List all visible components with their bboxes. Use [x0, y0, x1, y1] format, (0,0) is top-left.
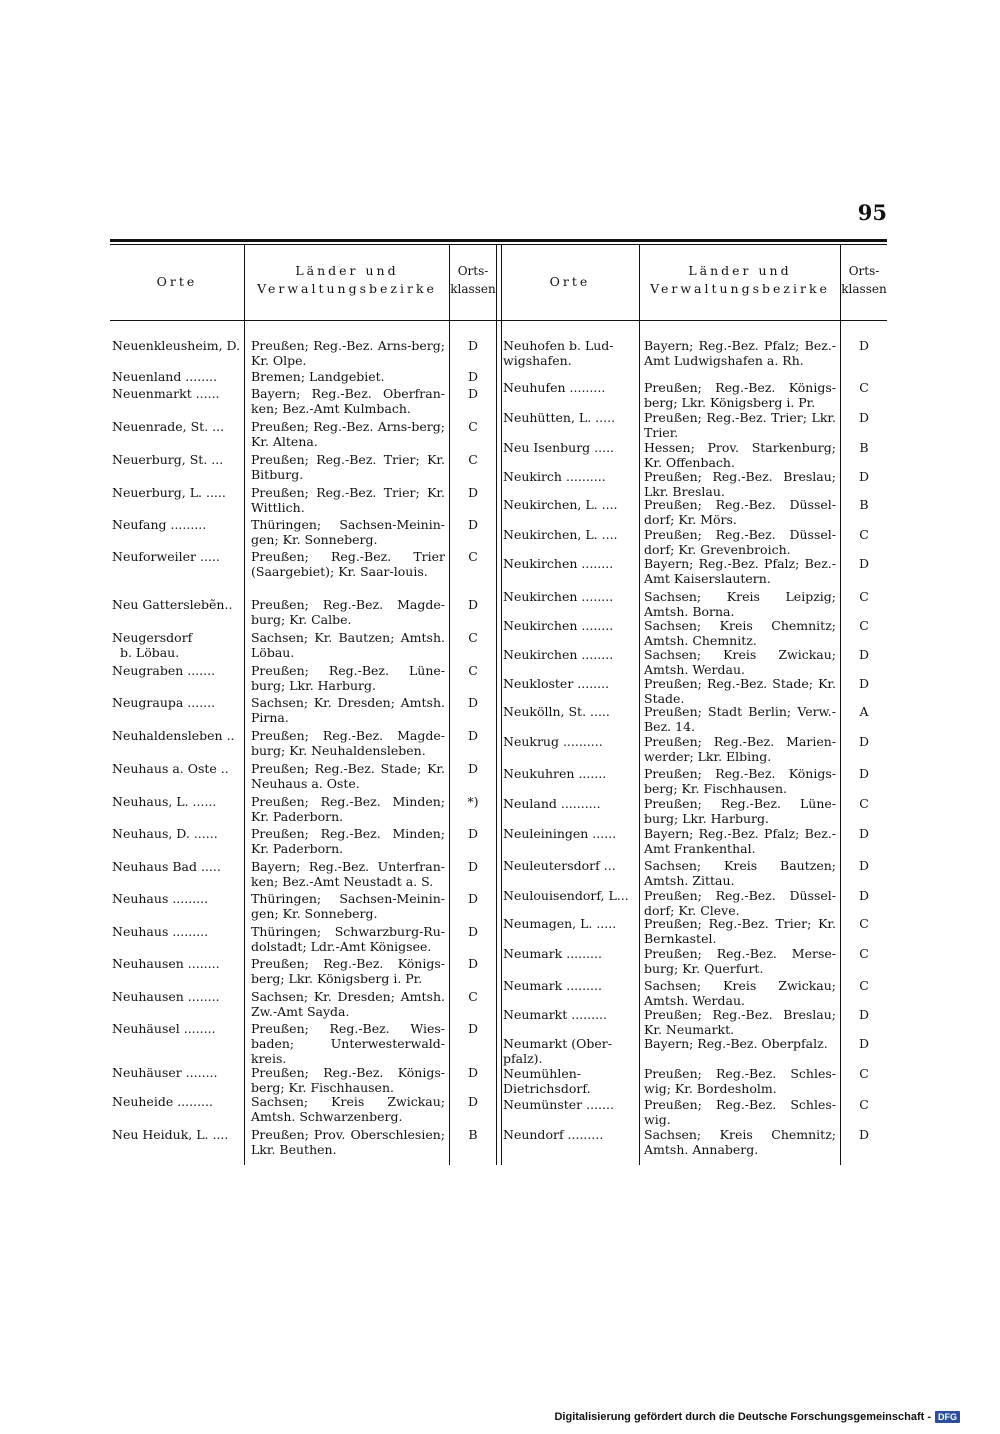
- place-name: Neukirchen, L. ....: [503, 527, 618, 542]
- header-klassen-line2: klassen: [450, 282, 496, 296]
- place-name: Neukirchen, L. ....: [503, 497, 618, 512]
- place-name: Neundorf .........: [503, 1127, 604, 1142]
- place-name: Neuhaus, D. ......: [112, 826, 218, 841]
- administrative-district: Bayern; Reg.-Bez. Pfalz; Bez.-Amt Ludwigshafen a. Rh.: [644, 338, 836, 368]
- administrative-district: Preußen; Reg.-Bez. Arns-berg; Kr. Altena.: [251, 419, 445, 449]
- administrative-district: Preußen; Reg.-Bez. Magde-burg; Kr. Neuhaldensleben.: [251, 728, 445, 758]
- place-name: Neumühlen- Dietrichsdorf.: [503, 1066, 591, 1096]
- place-class: D: [467, 485, 479, 500]
- administrative-district: Bayern; Reg.-Bez. Pfalz; Bez.-Amt Kaiserslautern.: [644, 556, 836, 586]
- header-klassen-line1: Orts-: [848, 264, 880, 278]
- administrative-district: Preußen; Prov. Oberschlesien; Lkr. Beuthen.: [251, 1127, 445, 1157]
- place-name: Neuhaus a. Oste ..: [112, 761, 229, 776]
- place-class: D: [858, 556, 870, 571]
- administrative-district: Preußen; Reg.-Bez. Stade; Kr. Neuhaus a. Oste.: [251, 761, 445, 791]
- place-name: Neuhausen ........: [112, 989, 220, 1004]
- administrative-district: Sachsen; Kreis Leipzig; Amtsh. Borna.: [644, 589, 836, 619]
- administrative-district: Sachsen; Kreis Zwickau; Amtsh. Werdau.: [644, 978, 836, 1008]
- administrative-district: Thüringen; Sachsen-Meinin-gen; Kr. Sonneberg.: [251, 517, 445, 547]
- administrative-district: Preußen; Reg.-Bez. Düssel-dorf; Kr. Cleve.: [644, 888, 836, 918]
- place-name: Neuhäuser ........: [112, 1065, 218, 1080]
- administrative-district: Thüringen; Sachsen-Meinin-gen; Kr. Sonneberg.: [251, 891, 445, 921]
- place-class: C: [859, 946, 869, 961]
- administrative-district: Preußen; Reg.-Bez. Marien-werder; Lkr. Elbing.: [644, 734, 836, 764]
- administrative-district: Sachsen; Kr. Bautzen; Amtsh. Löbau.: [251, 630, 445, 660]
- column-divider: [244, 245, 245, 1165]
- place-name: Neuhaldensleben ..: [112, 728, 235, 743]
- footer: [554, 1411, 960, 1423]
- place-class: D: [467, 728, 479, 743]
- place-class: D: [467, 517, 479, 532]
- administrative-district: Preußen; Reg.-Bez. Königs-berg; Lkr. Königsberg i. Pr.: [251, 956, 445, 986]
- place-class: D: [858, 338, 870, 353]
- administrative-district: Preußen; Reg.-Bez. Königs-berg; Kr. Fischhausen.: [644, 766, 836, 796]
- administrative-district: Preußen; Reg.-Bez. Lüne-burg; Lkr. Harburg.: [644, 796, 836, 826]
- place-name: Neuerburg, L. .....: [112, 485, 226, 500]
- administrative-district: Preußen; Reg.-Bez. Königs-berg; Kr. Fischhausen.: [251, 1065, 445, 1095]
- place-class: C: [468, 989, 478, 1004]
- place-name: Neukölln, St. .....: [503, 704, 610, 719]
- place-name: Neuhofen b. Lud-wigshafen.: [503, 338, 614, 368]
- place-class: C: [859, 978, 869, 993]
- administrative-district: Preußen; Stadt Berlin; Verw.-Bez. 14.: [644, 704, 836, 734]
- place-name: Neuhaus .........: [112, 924, 209, 939]
- header-laender-line2: Verwaltungsbezirke: [650, 281, 830, 296]
- place-name: Neukirch ..........: [503, 469, 606, 484]
- header-orte-left: Orte: [156, 274, 198, 289]
- place-name: Neukuhren .......: [503, 766, 607, 781]
- place-class: D: [858, 1036, 870, 1051]
- place-name: Neuenmarkt ......: [112, 386, 220, 401]
- administrative-district: Preußen; Reg.-Bez. Arns-berg; Kr. Olpe.: [251, 338, 445, 368]
- place-name: Neulouisendorf, L...: [503, 888, 629, 903]
- place-name: Neuland ..........: [503, 796, 601, 811]
- place-class: D: [858, 410, 870, 425]
- administrative-district: Bayern; Reg.-Bez. Pfalz; Bez.-Amt Frankenthal.: [644, 826, 836, 856]
- place-class: D: [467, 891, 479, 906]
- place-class: C: [859, 380, 869, 395]
- administrative-district: Bayern; Reg.-Bez. Oberpfalz.: [644, 1036, 828, 1051]
- place-name: Neumagen, L. .....: [503, 916, 617, 931]
- place-class: D: [467, 826, 479, 841]
- place-name: Neuhäusel ........: [112, 1021, 216, 1036]
- place-class: D: [858, 888, 870, 903]
- place-name: Neukirchen ........: [503, 556, 614, 571]
- place-name: Neuhaus Bad .....: [112, 859, 221, 874]
- place-class: D: [467, 956, 479, 971]
- place-name: Neuhaus .........: [112, 891, 209, 906]
- place-name: Neufang .........: [112, 517, 207, 532]
- administrative-district: Sachsen; Kreis Chemnitz; Amtsh. Annaberg.: [644, 1127, 836, 1157]
- place-class: C: [859, 1097, 869, 1112]
- administrative-district: Bremen; Landgebiet.: [251, 369, 385, 384]
- administrative-district: Hessen; Prov. Starkenburg; Kr. Offenbach.: [644, 440, 836, 470]
- place-name: Neu Isenburg .....: [503, 440, 615, 455]
- administrative-district: Sachsen; Kreis Chemnitz; Amtsh. Chemnitz.: [644, 618, 836, 648]
- place-name: Neuenland ........: [112, 369, 218, 384]
- place-class: C: [468, 630, 478, 645]
- place-class: C: [859, 916, 869, 931]
- place-class: D: [467, 338, 479, 353]
- administrative-district: Sachsen; Kreis Bautzen; Amtsh. Zittau.: [644, 858, 836, 888]
- administrative-district: Preußen; Reg.-Bez. Minden; Kr. Paderborn.: [251, 826, 445, 856]
- place-class: D: [467, 924, 479, 939]
- administrative-district: Sachsen; Kreis Zwickau; Amtsh. Werdau.: [644, 647, 836, 677]
- administrative-district: Preußen; Reg.-Bez. Trier; Lkr. Trier.: [644, 410, 836, 440]
- place-name: Neuhausen ........: [112, 956, 220, 971]
- place-class: A: [859, 704, 869, 719]
- place-class: D: [467, 695, 479, 710]
- place-name: Neugersdorf b. Löbau.: [112, 630, 193, 660]
- administrative-district: Sachsen; Kr. Dresden; Amtsh. Zw.-Amt Sayda.: [251, 989, 445, 1019]
- place-name: Neukirchen ........: [503, 618, 614, 633]
- place-name: Neuforweiler .....: [112, 549, 220, 564]
- place-name: Neuerburg, St. ...: [112, 452, 224, 467]
- place-name: Neumark .........: [503, 978, 602, 993]
- place-class: D: [858, 676, 870, 691]
- place-class: C: [859, 589, 869, 604]
- place-name: Neumark .........: [503, 946, 602, 961]
- header-laender-line2: Verwaltungsbezirke: [257, 281, 437, 296]
- place-class: *): [467, 794, 479, 809]
- header-laender-line1: Länder und: [295, 263, 399, 278]
- place-name: Neu Heiduk, L. ....: [112, 1127, 229, 1142]
- place-class: C: [468, 549, 478, 564]
- place-class: C: [468, 452, 478, 467]
- administrative-district: Bayern; Reg.-Bez. Unterfran-ken; Bez.-Amt Neustadt a. S.: [251, 859, 445, 889]
- header-laender-line1: Länder und: [688, 263, 792, 278]
- place-class: C: [859, 1066, 869, 1081]
- administrative-district: Sachsen; Kreis Zwickau; Amtsh. Schwarzenberg.: [251, 1094, 445, 1124]
- header-laender-left: [245, 262, 449, 298]
- place-class: D: [858, 766, 870, 781]
- place-name: Neukloster ........: [503, 676, 610, 691]
- place-class: D: [467, 1094, 479, 1109]
- top-rule: [110, 239, 887, 242]
- administrative-district: Preußen; Reg.-Bez. Breslau; Lkr. Breslau.: [644, 469, 836, 499]
- place-name: Neugraben .......: [112, 663, 216, 678]
- administrative-district: Preußen; Reg.-Bez. Lüne-burg; Lkr. Harburg.: [251, 663, 445, 693]
- page-number: 95: [857, 200, 887, 225]
- header-laender-right: [640, 262, 840, 298]
- administrative-district: Preußen; Reg.-Bez. Trier; Kr. Wittlich.: [251, 485, 445, 515]
- administrative-district: Preußen; Reg.-Bez. Königs-berg; Lkr. Königsberg i. Pr.: [644, 380, 836, 410]
- administrative-district: Preußen; Reg.-Bez. Breslau; Kr. Neumarkt.: [644, 1007, 836, 1037]
- place-name: Neukirchen ........: [503, 647, 614, 662]
- administrative-district: Preußen; Reg.-Bez. Trier (Saargebiet); Kr. Saar-louis.: [251, 549, 445, 579]
- header-klassen-line1: Orts-: [457, 264, 489, 278]
- place-name: Neuenkleusheim, D.: [112, 338, 241, 353]
- header-klassen-right: [841, 262, 887, 298]
- place-class: D: [858, 469, 870, 484]
- place-name: Neuheide .........: [112, 1094, 213, 1109]
- administrative-district: Sachsen; Kr. Dresden; Amtsh. Pirna.: [251, 695, 445, 725]
- place-name: Neuleiningen ......: [503, 826, 617, 841]
- place-name: Neuhaus, L. ......: [112, 794, 217, 809]
- place-name: Neukrug ..........: [503, 734, 603, 749]
- place-class: D: [858, 1127, 870, 1142]
- place-name: Neuhufen .........: [503, 380, 606, 395]
- place-class: D: [467, 1065, 479, 1080]
- footer-text: Digitalisierung gefördert durch die Deutsche Forschungsgemeinschaft -: [554, 1411, 931, 1423]
- place-class: D: [858, 734, 870, 749]
- place-class: D: [467, 1021, 479, 1036]
- administrative-district: Preußen; Reg.-Bez. Wies-baden; Unterwesterwald-kreis.: [251, 1021, 445, 1066]
- place-class: D: [858, 826, 870, 841]
- administrative-district: Preußen; Reg.-Bez. Minden; Kr. Paderborn.: [251, 794, 445, 824]
- dfg-logo: DFG: [935, 1411, 960, 1423]
- administrative-district: Preußen; Reg.-Bez. Schles-wig.: [644, 1097, 836, 1127]
- place-name: Neuhütten, L. .....: [503, 410, 616, 425]
- administrative-district: Bayern; Reg.-Bez. Oberfran-ken; Bez.-Amt Kulmbach.: [251, 386, 445, 416]
- place-class: C: [859, 796, 869, 811]
- administrative-district: Preußen; Reg.-Bez. Schles-wig; Kr. Bordesholm.: [644, 1066, 836, 1096]
- place-name: Neu Gatterslebẽn..: [112, 597, 233, 612]
- place-name: Neumünster .......: [503, 1097, 614, 1112]
- place-class: C: [468, 419, 478, 434]
- place-name: Neuleutersdorf ...: [503, 858, 616, 873]
- place-class: D: [467, 369, 479, 384]
- place-class: D: [467, 386, 479, 401]
- place-name: Neukirchen ........: [503, 589, 614, 604]
- administrative-district: Preußen; Reg.-Bez. Merse-burg; Kr. Querfurt.: [644, 946, 836, 976]
- place-class: C: [859, 527, 869, 542]
- place-class: D: [467, 761, 479, 776]
- header-klassen-line2: klassen: [841, 282, 887, 296]
- place-class: D: [467, 859, 479, 874]
- place-name: Neugraupa .......: [112, 695, 216, 710]
- column-divider-double: [496, 245, 502, 1165]
- place-class: B: [859, 440, 869, 455]
- header-klassen-left: [450, 262, 496, 298]
- place-class: D: [858, 647, 870, 662]
- place-class: C: [468, 663, 478, 678]
- place-class: D: [858, 858, 870, 873]
- place-class: B: [468, 1127, 478, 1142]
- administrative-district: Preußen; Reg.-Bez. Magde-burg; Kr. Calbe.: [251, 597, 445, 627]
- column-divider: [639, 245, 640, 1165]
- place-class: D: [858, 1007, 870, 1022]
- administrative-district: Preußen; Reg.-Bez. Trier; Kr. Bitburg.: [251, 452, 445, 482]
- place-class: B: [859, 497, 869, 512]
- place-name: Neumarkt .........: [503, 1007, 607, 1022]
- place-class: C: [859, 618, 869, 633]
- administrative-district: Preußen; Reg.-Bez. Düssel-dorf; Kr. Mörs.: [644, 497, 836, 527]
- place-class: D: [467, 597, 479, 612]
- administrative-district: Preußen; Reg.-Bez. Trier; Kr. Bernkastel.: [644, 916, 836, 946]
- header-orte-right: Orte: [549, 274, 591, 289]
- administrative-district: Thüringen; Schwarzburg-Ru-dolstadt; Ldr.-Amt Königsee.: [251, 924, 445, 954]
- place-name: Neumarkt (Ober-pfalz).: [503, 1036, 612, 1066]
- administrative-district: Preußen; Reg.-Bez. Düssel-dorf; Kr. Grevenbroich.: [644, 527, 836, 557]
- administrative-district: Preußen; Reg.-Bez. Stade; Kr. Stade.: [644, 676, 836, 706]
- place-name: Neuenrade, St. ...: [112, 419, 225, 434]
